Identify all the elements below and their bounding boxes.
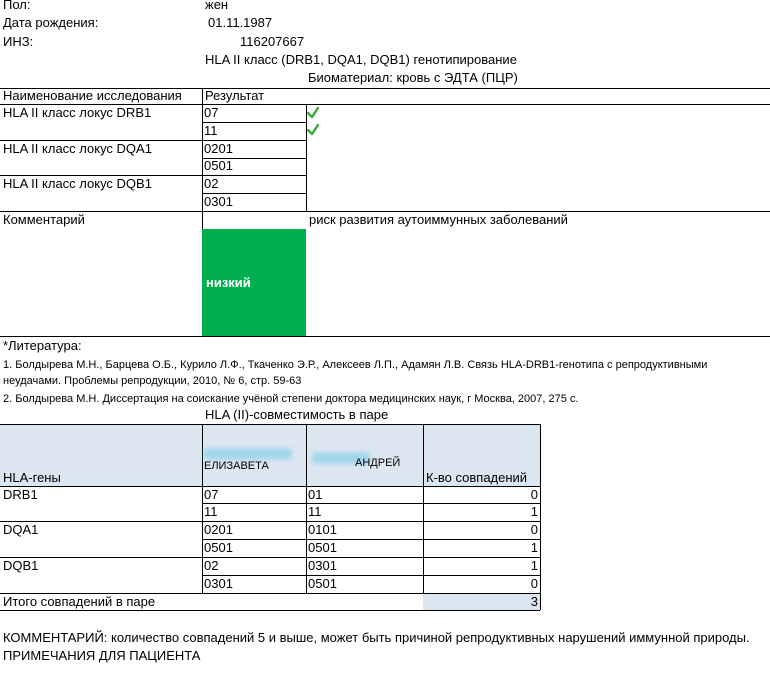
total-value: 3 [530, 594, 538, 609]
compat-allele-b: 11 [308, 504, 322, 519]
result-value: 07 [204, 105, 219, 120]
compat-gene: DQA1 [3, 522, 39, 537]
risk-indicator [202, 229, 306, 336]
compat-count: 0 [530, 576, 538, 591]
dob-label: Дата рождения: [3, 15, 99, 30]
compat-count: 1 [530, 558, 538, 573]
result-value: 0501 [204, 158, 233, 173]
col-result-header: Результат [205, 88, 265, 103]
compat-allele-b: 0101 [308, 522, 337, 537]
compat-count: 1 [530, 504, 538, 519]
compat-gene: DQB1 [3, 558, 39, 573]
literature-heading: *Литература: [3, 338, 82, 353]
compat-count: 0 [530, 487, 538, 502]
result-value: 0301 [204, 194, 233, 209]
compat-allele-a: 0501 [204, 540, 233, 555]
result-value: 11 [204, 123, 218, 138]
compat-allele-a: 02 [204, 558, 219, 573]
compat-gene: DRB1 [3, 487, 38, 502]
literature-ref-1-cont: неудачами. Проблемы репродукции, 2010, № 6, стр. 59-63 [3, 375, 302, 387]
inz-value: 116207667 [240, 34, 305, 49]
compat-allele-b: 0301 [308, 558, 337, 573]
partner-1-name: ЕЛИЗАВЕТА [204, 460, 269, 472]
result-name-dqa1: HLA II класс локус DQA1 [3, 141, 152, 156]
compat-allele-a: 11 [204, 504, 218, 519]
biomaterial: Биоматериал: кровь с ЭДТА (ПЦР) [308, 70, 518, 85]
compat-allele-a: 07 [204, 487, 219, 502]
col-matches-header: К-во совпадений [426, 470, 528, 485]
sex-label: Пол: [3, 0, 31, 12]
partner-2-name: АНДРЕЙ [355, 457, 401, 469]
footer-comment: КОММЕНТАРИЙ: количество совпадений 5 и выше, может быть причиной репродуктивных нарушений иммунной природы. [3, 630, 750, 645]
risk-label: риск развития аутоиммунных заболеваний [309, 212, 568, 227]
compat-allele-b: 01 [308, 487, 323, 502]
risk-value: низкий [206, 275, 251, 290]
total-label: Итого совпадений в паре [3, 594, 156, 609]
literature-ref-1: 1. Болдырева М.Н., Барцева О.Б., Курило Л.Ф., Ткаченко Э.Р., Алексеев Л.П., Адамян Л.В. Связь HLA-DRB1-генотипа с репродуктивными [3, 359, 708, 371]
literature-ref-2: 2. Болдырева М.Н. Диссертация на соискание учёной степени доктора медицинских наук, г Москва, 2007, 275 с. [3, 393, 579, 405]
compat-allele-a: 0201 [204, 522, 233, 537]
checkmark-icon [306, 123, 320, 137]
result-value: 0201 [204, 141, 233, 156]
inz-label: ИНЗ: [3, 34, 34, 49]
comment-label: Комментарий [3, 212, 85, 227]
result-name-drb1: HLA II класс локус DRB1 [3, 105, 152, 120]
compat-count: 1 [530, 540, 538, 555]
footer-note: ПРИМЕЧАНИЯ ДЛЯ ПАЦИЕНТА [3, 648, 201, 663]
compat-allele-a: 0301 [204, 576, 233, 591]
result-name-dqb1: HLA II класс локус DQB1 [3, 176, 152, 191]
compat-allele-b: 0501 [308, 540, 337, 555]
dob-value: 01.11.1987 [208, 15, 273, 30]
col-name-header: Наименование исследования [3, 88, 182, 103]
checkmark-icon [306, 106, 320, 120]
report-title: HLA II класс (DRB1, DQA1, DQB1) генотипирование [205, 52, 517, 67]
compat-count: 0 [530, 522, 538, 537]
compat-title: HLA (II)-совместимость в паре [205, 407, 389, 422]
sex-value: жен [205, 0, 229, 12]
col-genes-header: HLA-гены [3, 470, 61, 485]
compat-allele-b: 0501 [308, 576, 337, 591]
result-value: 02 [204, 176, 219, 191]
